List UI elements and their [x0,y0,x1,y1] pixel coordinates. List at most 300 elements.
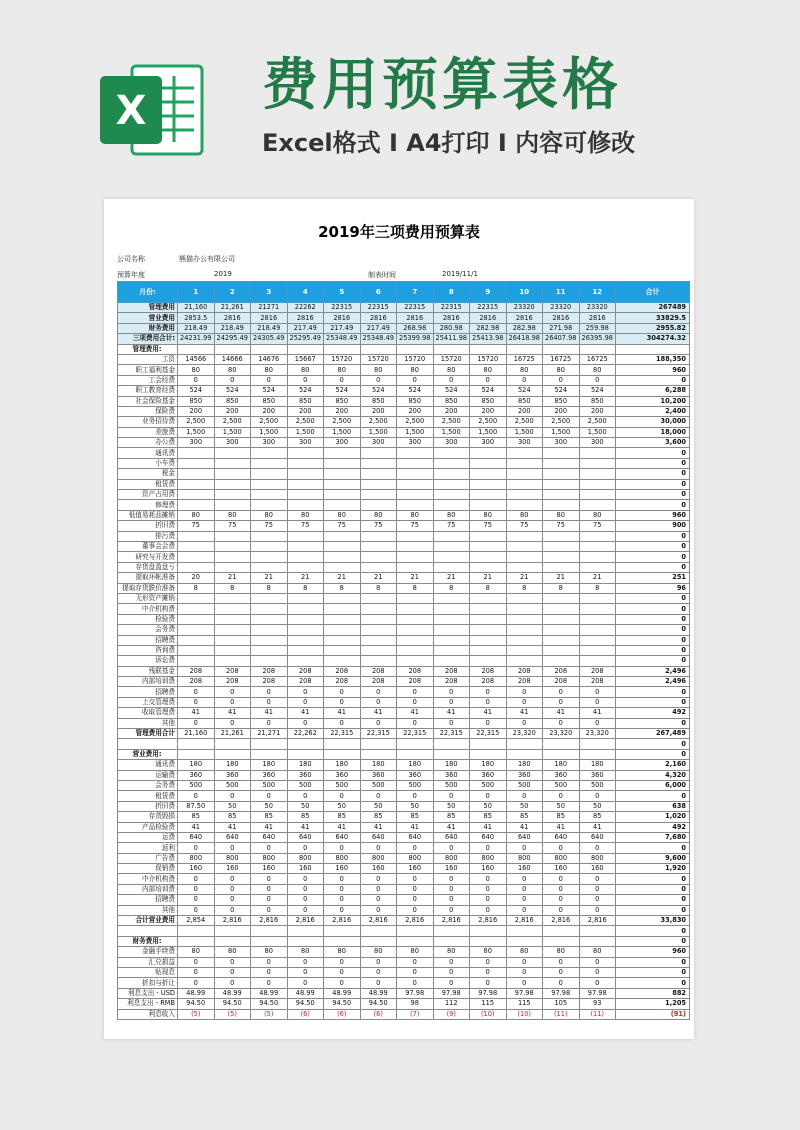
month-cell: 217.49 [360,323,397,333]
row-label: 招聘费 [118,635,178,645]
month-cell: 208 [287,666,324,676]
month-cell [287,531,324,541]
total-cell: 0 [616,656,690,666]
month-cell: 524 [433,386,470,396]
month-cell: 180 [506,760,543,770]
month-cell: 0 [506,905,543,915]
month-cell [433,479,470,489]
month-cell: 160 [214,864,251,874]
table-row [118,562,690,572]
month-cell [287,469,324,479]
month-cell: 2,816 [214,916,251,926]
month-cell: 0 [178,905,215,915]
month-cell: 800 [397,853,434,863]
month-cell: 0 [287,957,324,967]
month-cell: 20 [178,573,215,583]
month-cell: 2816 [397,313,434,323]
month-cell [470,635,507,645]
month-header: 2 [214,282,251,303]
month-cell: 85 [178,812,215,822]
table-row [118,479,690,489]
month-cell: 208 [543,666,580,676]
table-row [118,666,690,676]
month-cell [287,625,324,635]
month-cell: 208 [324,677,361,687]
month-cell: (5) [178,1009,215,1019]
month-cell: 180 [324,760,361,770]
table-row [118,375,690,385]
month-cell: 800 [178,853,215,863]
month-cell: 80 [470,510,507,520]
month-cell: 80 [433,510,470,520]
month-cell: 282.98 [470,323,507,333]
table-row [118,396,690,406]
month-cell [251,541,288,551]
total-cell: 251 [616,573,690,583]
month-cell: 524 [324,386,361,396]
row-label: 提取存货跌价准备 [118,583,178,593]
total-cell: 0 [616,895,690,905]
month-cell: 0 [178,843,215,853]
row-label: 产品检验费 [118,822,178,832]
month-cell [579,500,616,510]
total-cell: 0 [616,469,690,479]
month-cell: 2,500 [433,417,470,427]
month-cell: 524 [579,386,616,396]
total-cell: 0 [616,490,690,500]
month-cell [324,448,361,458]
month-cell [251,635,288,645]
month-cell: 360 [579,770,616,780]
month-cell [470,645,507,655]
total-cell: 492 [616,822,690,832]
month-cell: 850 [397,396,434,406]
month-cell [214,625,251,635]
month-cell: 41 [433,708,470,718]
month-cell: 0 [324,905,361,915]
month-cell [470,344,507,354]
month-cell: 2,816 [251,916,288,926]
month-cell: 0 [470,895,507,905]
month-cell [360,562,397,572]
month-cell [287,458,324,468]
month-cell [214,739,251,749]
month-cell: 41 [324,822,361,832]
month-cell [360,552,397,562]
month-cell [397,739,434,749]
total-cell: 960 [616,510,690,520]
month-cell: 640 [251,832,288,842]
month-cell: 15667 [287,354,324,364]
month-cell: 2,816 [397,916,434,926]
month-cell: 259.98 [579,323,616,333]
total-cell: 18,000 [616,427,690,437]
month-cell: 500 [543,780,580,790]
month-cell: 208 [506,666,543,676]
month-cell [214,469,251,479]
total-cell: 492 [616,708,690,718]
month-cell: 2853.5 [178,313,215,323]
total-cell: 0 [616,593,690,603]
month-cell [543,500,580,510]
total-cell: 0 [616,749,690,759]
month-cell [360,344,397,354]
month-cell [251,500,288,510]
row-label: 工资 [118,354,178,364]
table-row [118,303,690,313]
month-cell: 0 [287,968,324,978]
month-cell: 0 [214,697,251,707]
month-cell: 208 [178,666,215,676]
month-cell: 80 [470,947,507,957]
table-row [118,760,690,770]
month-cell: 0 [287,697,324,707]
month-cell: 80 [214,947,251,957]
month-cell [287,500,324,510]
total-cell: 0 [616,884,690,894]
month-cell: 8 [251,583,288,593]
month-cell: 1,500 [433,427,470,437]
month-cell: 300 [470,438,507,448]
month-cell: 0 [324,791,361,801]
spreadsheet-page [104,199,694,1039]
month-cell [360,593,397,603]
row-label: 三项费用合计: [118,334,178,344]
row-label: 提取坏帐准备 [118,573,178,583]
month-cell: 41 [178,822,215,832]
month-cell: 200 [397,406,434,416]
month-cell: 41 [543,708,580,718]
month-cell: 0 [579,697,616,707]
month-cell [360,448,397,458]
month-cell: 0 [397,884,434,894]
month-cell [506,562,543,572]
table-row [118,801,690,811]
month-cell: 41 [579,708,616,718]
month-cell [579,490,616,500]
month-cell: 22,315 [470,729,507,739]
month-cell: 0 [251,697,288,707]
month-cell: 500 [214,780,251,790]
month-cell: 0 [397,843,434,853]
month-cell [543,635,580,645]
month-cell: 0 [178,697,215,707]
table-row [118,749,690,759]
month-cell [178,458,215,468]
row-label: 咨询费 [118,645,178,655]
month-header: 7 [397,282,434,303]
month-cell: 21 [506,573,543,583]
month-cell [397,344,434,354]
month-cell [214,458,251,468]
month-cell [178,500,215,510]
month-cell: 1,500 [543,427,580,437]
month-cell: 75 [178,521,215,531]
month-cell: 360 [287,770,324,780]
month-cell: 200 [506,406,543,416]
month-cell: 208 [178,677,215,687]
month-cell: 500 [506,780,543,790]
month-cell: 8 [287,583,324,593]
month-cell [324,490,361,500]
month-cell [251,469,288,479]
month-cell: 200 [543,406,580,416]
month-cell: 0 [287,905,324,915]
month-cell [543,656,580,666]
month-cell: 80 [214,510,251,520]
month-cell: 208 [360,666,397,676]
month-cell: 0 [287,874,324,884]
table-row [118,677,690,687]
month-cell: 97.98 [433,988,470,998]
row-label: 残联基金 [118,666,178,676]
month-cell: 87.50 [178,801,215,811]
month-cell: 0 [397,968,434,978]
month-cell [178,448,215,458]
month-cell: 41 [506,822,543,832]
month-cell: 8 [360,583,397,593]
month-cell: 0 [287,978,324,988]
month-cell [506,645,543,655]
row-label: 无形资产摊销 [118,593,178,603]
total-cell: 0 [616,687,690,697]
month-cell: 21 [433,573,470,583]
table-row [118,853,690,863]
month-cell: 50 [324,801,361,811]
month-cell [214,500,251,510]
month-cell: 0 [579,687,616,697]
month-cell: 75 [287,521,324,531]
month-cell: 0 [543,957,580,967]
month-cell: 50 [543,801,580,811]
month-cell: 0 [506,968,543,978]
month-cell: 800 [287,853,324,863]
month-cell: 524 [506,386,543,396]
month-cell [178,604,215,614]
total-cell: 0 [616,697,690,707]
row-label: 通讯费 [118,448,178,458]
month-cell: 75 [324,521,361,531]
month-cell: 0 [433,874,470,884]
month-cell: 0 [579,895,616,905]
total-cell: 1,920 [616,864,690,874]
month-cell: 0 [214,968,251,978]
month-cell: 160 [287,864,324,874]
month-cell: 80 [543,510,580,520]
month-cell: 22315 [397,303,434,313]
month-cell: 0 [324,375,361,385]
month-cell: 218.49 [251,323,288,333]
month-cell: 14666 [214,354,251,364]
row-label: 营业费用 [118,313,178,323]
month-cell: 850 [579,396,616,406]
month-cell: 360 [178,770,215,780]
total-cell: 33,830 [616,916,690,926]
row-label: 社会保险基金 [118,396,178,406]
total-cell: 0 [616,926,690,936]
month-cell: 0 [543,718,580,728]
total-cell: 0 [616,791,690,801]
month-cell: 0 [178,687,215,697]
month-cell: 0 [397,895,434,905]
month-cell: 80 [506,365,543,375]
month-cell [287,552,324,562]
month-cell [324,458,361,468]
month-cell [324,936,361,946]
month-cell [287,656,324,666]
month-cell: 2,500 [214,417,251,427]
row-label: 折旧费 [118,521,178,531]
table-row [118,978,690,988]
month-cell [470,479,507,489]
total-cell: 10,200 [616,396,690,406]
month-cell [397,490,434,500]
month-cell: 0 [506,791,543,801]
month-cell: 80 [360,365,397,375]
month-cell: 0 [360,978,397,988]
month-cell: 640 [506,832,543,842]
month-cell: 640 [178,832,215,842]
total-cell: 0 [616,957,690,967]
month-cell [360,926,397,936]
month-cell: 94.50 [324,999,361,1009]
month-cell: 0 [251,895,288,905]
month-cell [506,448,543,458]
month-cell [214,448,251,458]
month-cell: 360 [214,770,251,780]
table-row [118,832,690,842]
row-label: 诉讼费 [118,656,178,666]
month-cell: 200 [324,406,361,416]
month-cell: 0 [360,905,397,915]
month-cell: 0 [433,697,470,707]
month-cell: 1,500 [251,427,288,437]
month-cell [433,344,470,354]
month-cell: 2,816 [470,916,507,926]
month-cell [251,645,288,655]
month-cell: 208 [543,677,580,687]
month-cell: 23,320 [543,729,580,739]
table-row [118,843,690,853]
month-cell: 524 [287,386,324,396]
month-cell: 640 [579,832,616,842]
month-cell [251,936,288,946]
month-cell [214,635,251,645]
row-label: 招聘费 [118,687,178,697]
month-cell [287,593,324,603]
month-header: 10 [506,282,543,303]
row-label: 低值易耗品摊销 [118,510,178,520]
month-cell [433,500,470,510]
month-cell: 94.50 [287,999,324,1009]
month-cell: 2,500 [397,417,434,427]
month-cell [579,656,616,666]
month-cell: 850 [287,396,324,406]
month-cell: 300 [397,438,434,448]
month-cell [214,656,251,666]
row-label: 利息支出 - RMB [118,999,178,1009]
month-cell [397,500,434,510]
month-cell: 25348.49 [360,334,397,344]
table-row [118,541,690,551]
table-row [118,365,690,375]
row-label: 折旧费 [118,801,178,811]
month-cell: 200 [287,406,324,416]
month-cell: 2,816 [543,916,580,926]
month-cell: 0 [433,957,470,967]
month-cell: 75 [251,521,288,531]
month-cell: 524 [214,386,251,396]
month-cell: 0 [433,375,470,385]
month-cell: 94.50 [214,999,251,1009]
table-row [118,791,690,801]
table-row [118,697,690,707]
month-cell: 0 [251,968,288,978]
month-cell [178,552,215,562]
month-cell: 25348.49 [324,334,361,344]
month-cell: 0 [178,375,215,385]
month-cell [506,479,543,489]
month-cell: 80 [178,947,215,957]
month-cell: 75 [543,521,580,531]
month-cell: 180 [543,760,580,770]
month-cell [433,645,470,655]
month-cell [470,490,507,500]
month-cell [433,739,470,749]
month-cell: 208 [433,677,470,687]
month-cell: 8 [433,583,470,593]
month-cell: 850 [251,396,288,406]
month-cell: 1,500 [579,427,616,437]
month-cell [287,448,324,458]
month-cell: 0 [178,957,215,967]
month-cell: (6) [360,1009,397,1019]
month-cell: 0 [433,791,470,801]
month-cell [433,469,470,479]
month-cell: 85 [214,812,251,822]
month-cell: 50 [470,801,507,811]
month-cell: 41 [251,822,288,832]
month-cell: 0 [543,884,580,894]
month-cell [251,458,288,468]
total-cell: 1,020 [616,812,690,822]
month-cell [360,635,397,645]
month-cell: 0 [214,843,251,853]
month-cell [251,490,288,500]
month-cell [324,614,361,624]
month-header: 9 [470,282,507,303]
month-cell [360,541,397,551]
month-cell: 0 [360,968,397,978]
row-label: 中介机构费 [118,874,178,884]
month-cell: 360 [397,770,434,780]
total-cell: 960 [616,947,690,957]
month-cell: 21 [251,573,288,583]
row-label: 工会经费 [118,375,178,385]
month-cell: 75 [433,521,470,531]
month-cell: 80 [579,510,616,520]
month-cell: (6) [287,1009,324,1019]
month-cell [433,614,470,624]
month-cell [214,479,251,489]
month-cell [543,926,580,936]
table-row [118,905,690,915]
month-cell: (10) [506,1009,543,1019]
month-cell: 800 [360,853,397,863]
month-cell: 1,500 [324,427,361,437]
month-cell [360,500,397,510]
month-cell: 41 [433,822,470,832]
